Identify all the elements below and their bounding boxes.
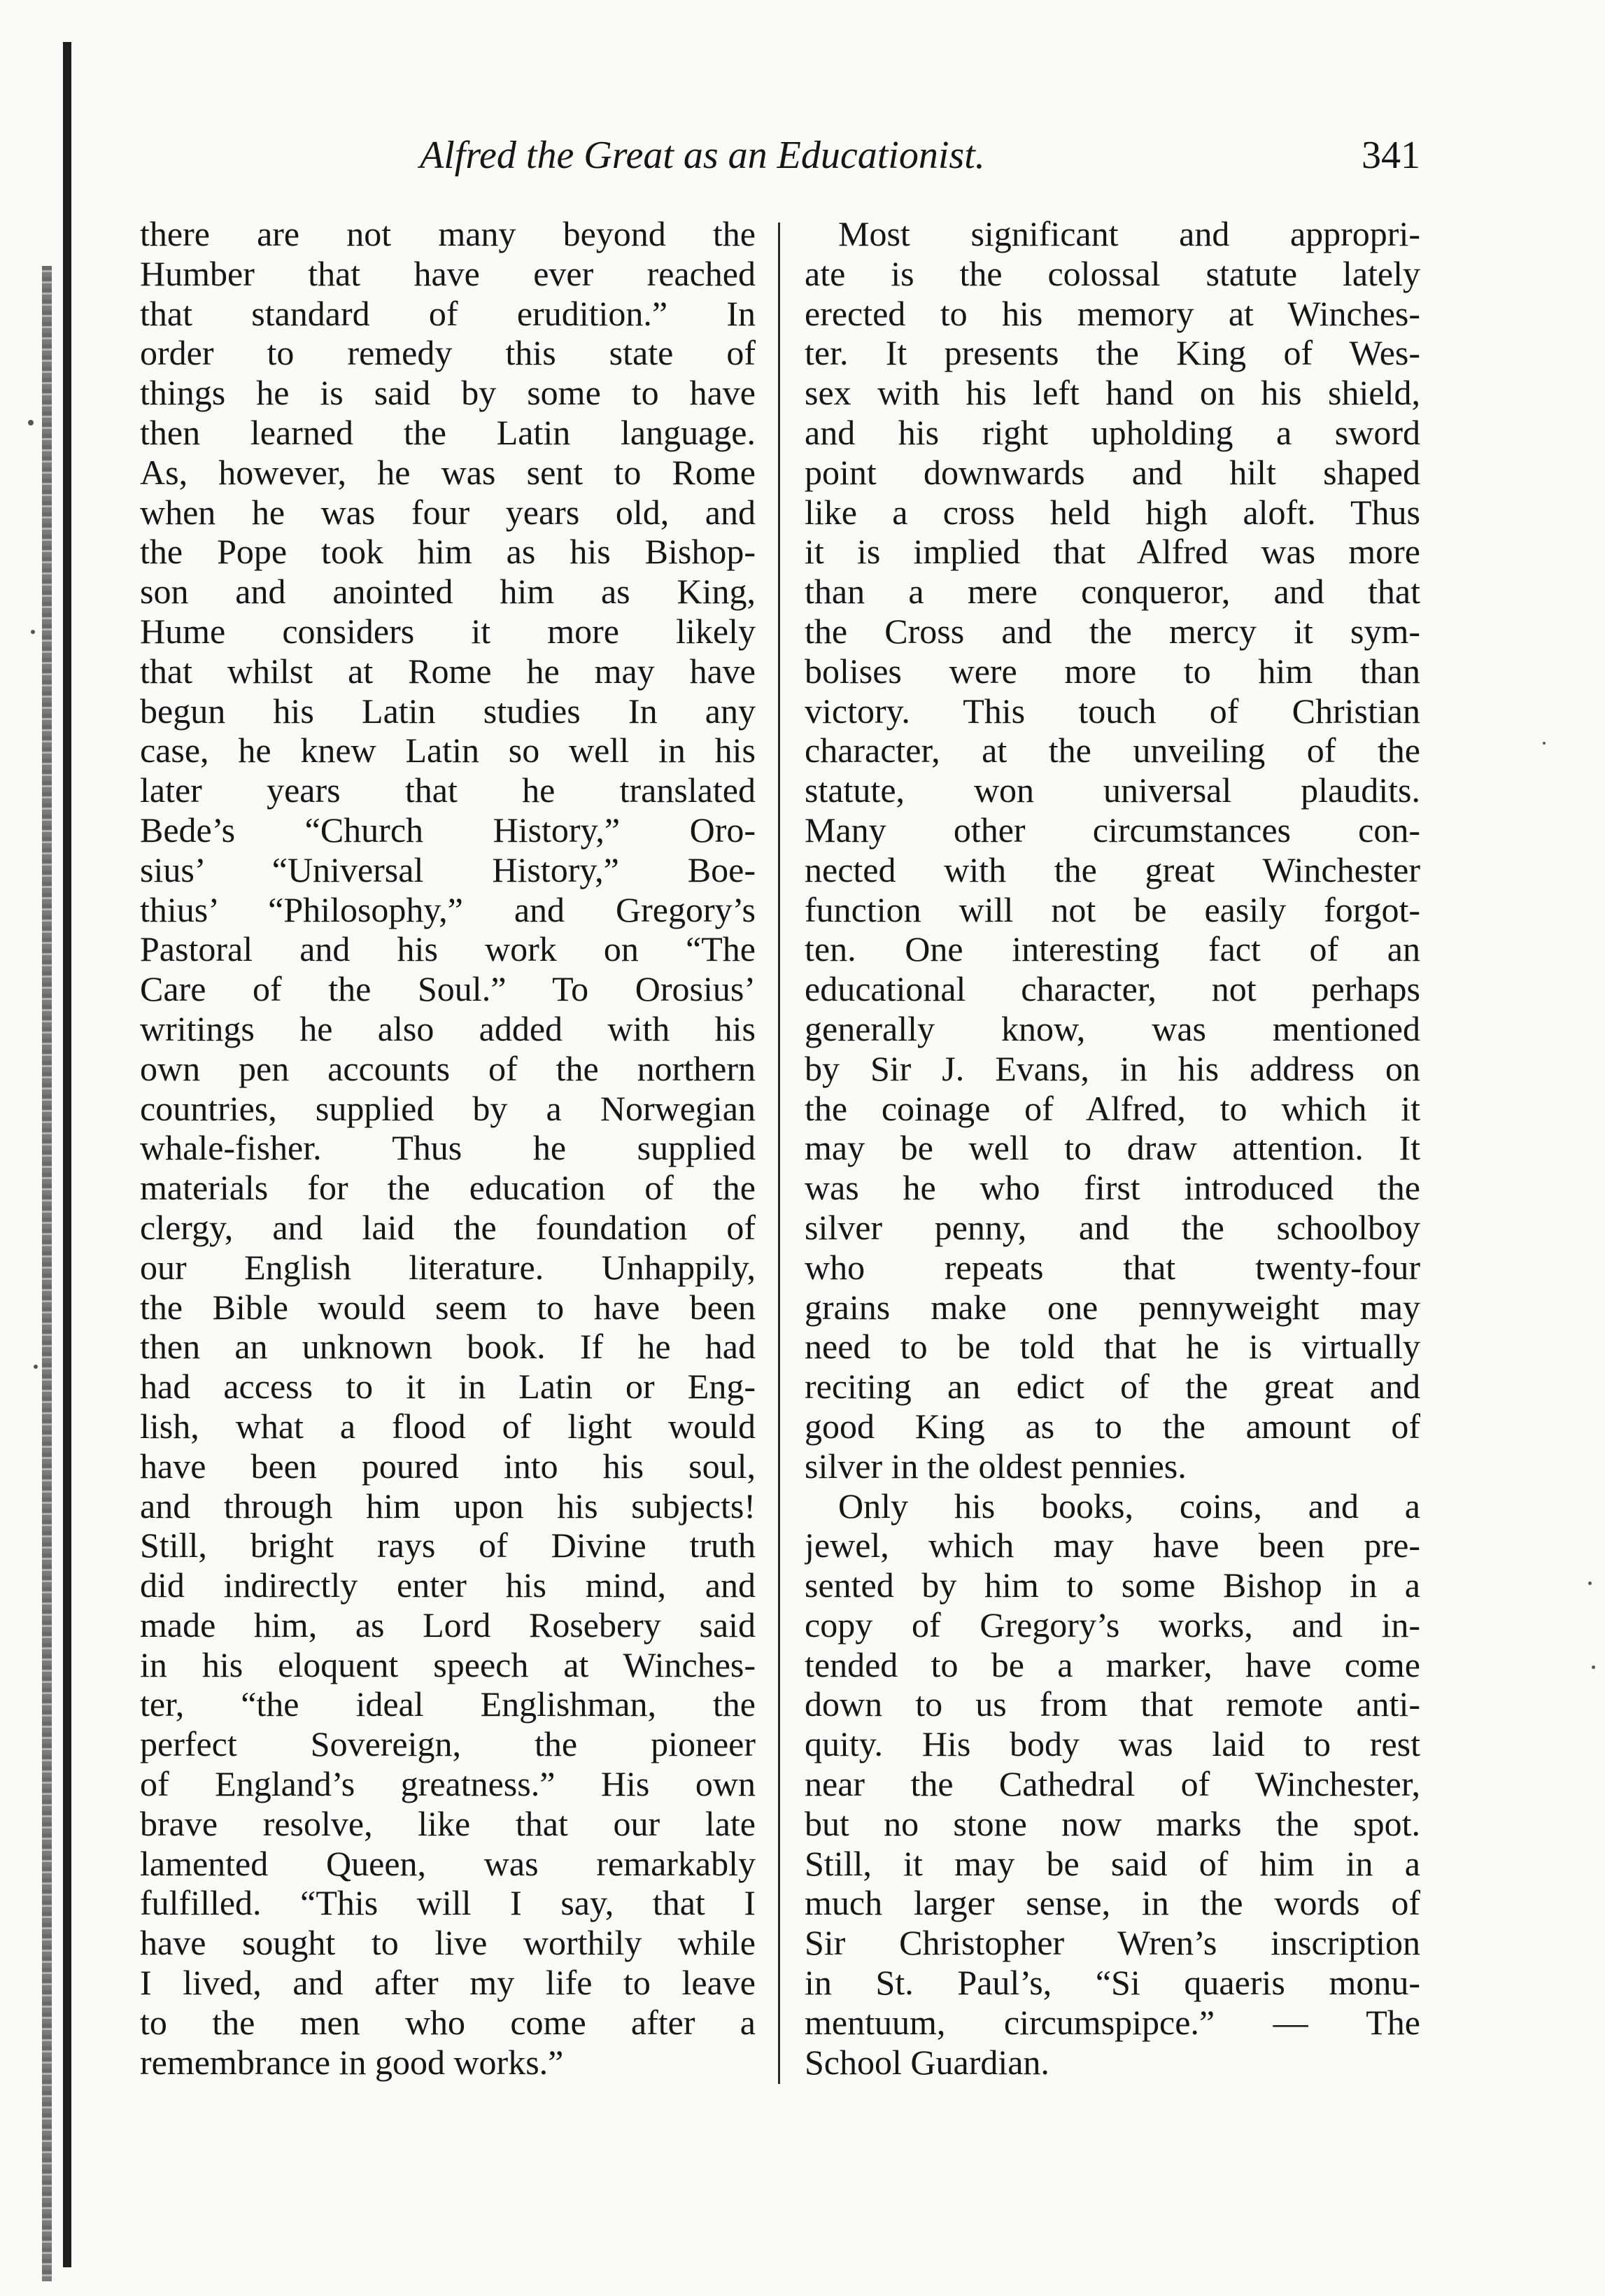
text-line: made him, as Lord Rosebery said (140, 1605, 756, 1644)
text-line: Pastoral and his work on “The (140, 929, 756, 969)
text-line: Sir Christopher Wren’s inscription (805, 1923, 1420, 1963)
text-line: thius’ “Philosophy,” and Gregory’s (140, 889, 756, 929)
text-line: that whilst at Rome he may have (140, 651, 756, 691)
text-line: down to us from that remote anti- (805, 1684, 1420, 1724)
text-line: in St. Paul’s, “Si quaeris monu- (805, 1963, 1420, 2003)
text-line: by Sir J. Evans, in his address on (805, 1048, 1420, 1088)
text-line: As, however, he was sent to Rome (140, 452, 756, 492)
text-line: ten. One interesting fact of an (805, 929, 1420, 969)
text-line: than a mere conqueror, and that (805, 572, 1420, 612)
text-line: Care of the Soul.” To Orosius’ (140, 969, 756, 1009)
text-line: remembrance in good works.” (140, 2042, 564, 2082)
text-line: that standard of erudition.” In (140, 293, 756, 333)
scan-speck (1588, 1582, 1592, 1585)
text-column-left (140, 214, 756, 2146)
text-line: the Pope took him as his Bishop- (140, 532, 756, 572)
text-line: erected to his memory at Winches- (805, 293, 1420, 333)
page-binding-shadow (42, 266, 52, 2281)
text-line: point downwards and hilt shaped (805, 452, 1420, 492)
text-line: when he was four years old, and (140, 492, 756, 532)
text-line: Hume considers it more likely (140, 611, 756, 651)
text-line: bolises were more to him than (805, 651, 1420, 691)
text-line: sius’ “Universal History,” Boe- (140, 850, 756, 889)
text-line: copy of Gregory’s works, and in- (805, 1605, 1420, 1644)
text-line: generally know, was mentioned (805, 1008, 1420, 1048)
text-line: may be well to draw attention. It (805, 1128, 1420, 1168)
scan-speck (31, 630, 35, 634)
text-line: good King as to the amount of (805, 1406, 1420, 1446)
text-line: School Guardian. (805, 2042, 1049, 2082)
text-line: begun his Latin studies In any (140, 691, 756, 731)
text-line: writings he also added with his (140, 1008, 756, 1048)
page-binding-edge (63, 42, 71, 2267)
text-line: own pen accounts of the northern (140, 1048, 756, 1088)
text-line: the coinage of Alfred, to which it (805, 1088, 1420, 1128)
text-line: lamented Queen, was remarkably (140, 1843, 756, 1883)
text-line: but no stone now marks the spot. (805, 1803, 1420, 1843)
text-line: was he who first introduced the (805, 1168, 1420, 1208)
text-line: need to be told that he is virtually (805, 1327, 1420, 1367)
text-line: clergy, and laid the foundation of (140, 1207, 756, 1247)
text-line: nected with the great Winchester (805, 850, 1420, 889)
page-number: 341 (1362, 134, 1420, 177)
text-line: Most significant and appropri- (838, 214, 1420, 253)
text-line: then learned the Latin language. (140, 412, 756, 452)
text-line: sented by him to some Bishop in a (805, 1565, 1420, 1605)
text-line: had access to it in Latin or Eng- (140, 1367, 756, 1407)
text-line: whale-fisher. Thus he supplied (140, 1128, 756, 1168)
text-line: sex with his left hand on his shield, (805, 373, 1420, 413)
text-line: I lived, and after my life to leave (140, 1963, 756, 2003)
text-line: ate is the colossal statute lately (805, 253, 1420, 293)
text-line: the Bible would seem to have been (140, 1287, 756, 1327)
text-line: function will not be easily forgot- (805, 889, 1420, 929)
text-line: later years that he translated (140, 770, 756, 810)
text-line: Still, it may be said of him in a (805, 1843, 1420, 1883)
text-line: educational character, not perhaps (805, 969, 1420, 1009)
text-line: our English literature. Unhappily, (140, 1247, 756, 1287)
text-line: near the Cathedral of Winchester, (805, 1764, 1420, 1804)
text-line: tended to be a marker, have come (805, 1644, 1420, 1684)
running-title: Alfred the Great as an Educationist. (420, 134, 985, 177)
text-line: character, at the unveiling of the (805, 731, 1420, 770)
text-line: lish, what a flood of light would (140, 1406, 756, 1446)
text-line: victory. This touch of Christian (805, 691, 1420, 731)
text-line: there are not many beyond the (140, 214, 756, 253)
text-line: much larger sense, in the words of (805, 1883, 1420, 1923)
text-line: in his eloquent speech at Winches- (140, 1644, 756, 1684)
text-line: brave resolve, like that our late (140, 1803, 756, 1843)
text-line: perfect Sovereign, the pioneer (140, 1724, 756, 1764)
scan-speck (1592, 1665, 1595, 1669)
text-line: to the men who come after a (140, 2002, 756, 2042)
text-line: ter, “the ideal Englishman, the (140, 1684, 756, 1724)
text-line: quity. His body was laid to rest (805, 1724, 1420, 1764)
text-line: things he is said by some to have (140, 373, 756, 413)
text-line: who repeats that twenty-four (805, 1247, 1420, 1287)
column-divider (778, 223, 780, 2084)
text-line: have been poured into his soul, (140, 1446, 756, 1486)
text-line: Bede’s “Church History,” Oro- (140, 810, 756, 850)
text-line: of England’s greatness.” His own (140, 1764, 756, 1804)
text-line: and through him upon his subjects! (140, 1486, 756, 1526)
text-line: Only his books, coins, and a (838, 1486, 1420, 1526)
text-line: materials for the education of the (140, 1168, 756, 1208)
text-line: reciting an edict of the great and (805, 1367, 1420, 1407)
text-line: and his right upholding a sword (805, 412, 1420, 452)
text-line: countries, supplied by a Norwegian (140, 1088, 756, 1128)
text-line: Humber that have ever reached (140, 253, 756, 293)
text-line: silver penny, and the schoolboy (805, 1207, 1420, 1247)
text-line: order to remedy this state of (140, 333, 756, 373)
text-line: have sought to live worthily while (140, 1923, 756, 1963)
text-line: grains make one pennyweight may (805, 1287, 1420, 1327)
text-line: silver in the oldest pennies. (805, 1446, 1187, 1486)
text-line: did indirectly enter his mind, and (140, 1565, 756, 1605)
text-line: then an unknown book. If he had (140, 1327, 756, 1367)
text-line: case, he knew Latin so well in his (140, 731, 756, 770)
scan-speck (34, 1365, 38, 1369)
text-column-right (805, 214, 1420, 2146)
page-header (140, 127, 1441, 183)
text-line: son and anointed him as King, (140, 572, 756, 612)
text-line: the Cross and the mercy it sym- (805, 611, 1420, 651)
scan-speck (1543, 742, 1546, 745)
text-line: statute, won universal plaudits. (805, 770, 1420, 810)
text-line: ter. It presents the King of Wes- (805, 333, 1420, 373)
text-line: fulfilled. “This will I say, that I (140, 1883, 756, 1923)
text-line: it is implied that Alfred was more (805, 532, 1420, 572)
text-line: Still, bright rays of Divine truth (140, 1526, 756, 1565)
text-line: Many other circumstances con- (805, 810, 1420, 850)
text-line: mentuum, circumspipce.” — The (805, 2002, 1420, 2042)
scan-speck (28, 420, 34, 425)
text-line: like a cross held high aloft. Thus (805, 492, 1420, 532)
text-line: jewel, which may have been pre- (805, 1526, 1420, 1565)
